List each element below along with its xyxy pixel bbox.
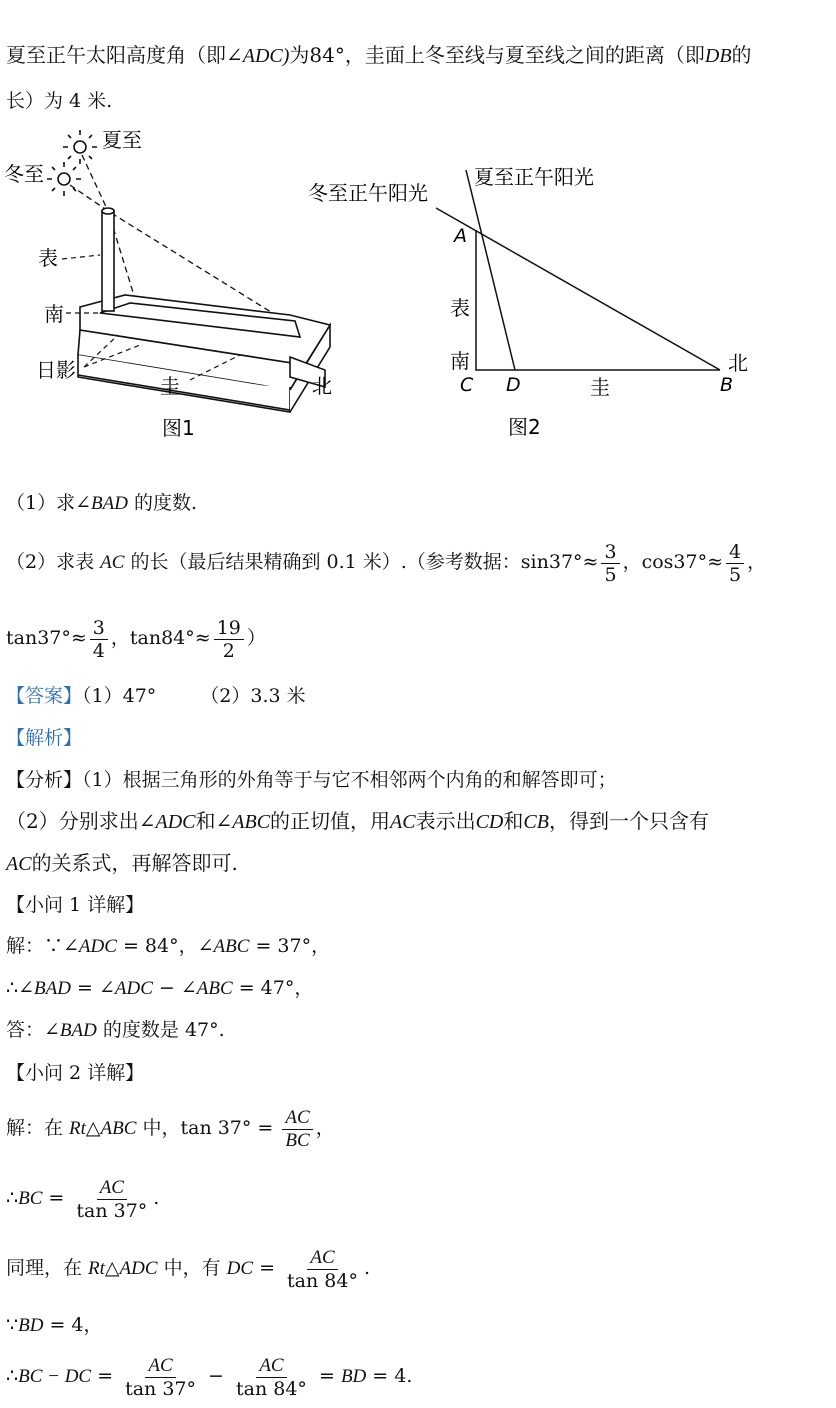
angle-value: 84° (309, 43, 345, 67)
gnomon-label: 表 (38, 246, 58, 270)
fraction (214, 617, 244, 662)
point-a: A (454, 225, 467, 247)
q-text: ） (246, 627, 266, 649)
analysis-tag: 【解析】 (6, 727, 83, 749)
gnomon-label-2: 表 (450, 296, 470, 320)
fenxi-text: 表示出 (415, 809, 476, 833)
south-label: 南 (44, 302, 64, 326)
text: = 84°，∠ (116, 935, 214, 957)
numerator: 4 (726, 541, 744, 564)
text: − ∠ (152, 977, 197, 999)
denominator: 4 (92, 639, 105, 662)
north-label: 北 (312, 374, 332, 398)
text: 解：在 (6, 1117, 70, 1139)
text: ∵ (6, 1314, 19, 1336)
math: BC − DC (18, 1366, 92, 1387)
sub2-line1 (6, 1100, 335, 1157)
text: 中，tan 37° = (136, 1117, 280, 1139)
q-text: tan37°≈ (6, 627, 87, 649)
math: AC (390, 811, 416, 833)
fenxi-text: 的正切值，用 (270, 809, 391, 833)
point-d: D (506, 374, 521, 396)
point-b: B (720, 374, 734, 396)
text: = 47°， (232, 977, 314, 999)
gui-label: 圭 (160, 374, 180, 398)
q-text: 的度数. (127, 492, 198, 514)
gui-base (78, 295, 330, 412)
text: = ∠ (70, 977, 115, 999)
text: = 4. (366, 1365, 413, 1387)
gui-label-2: 圭 (590, 375, 610, 399)
math: AC (6, 853, 32, 875)
denominator: 5 (729, 563, 742, 586)
fenxi-text: 的关系式，再解答即可. (31, 851, 238, 875)
question-1 (6, 490, 197, 517)
sub2-line3 (6, 1240, 370, 1297)
fraction (726, 541, 744, 586)
denominator: 2 (222, 639, 235, 662)
sub2-line4 (6, 1312, 103, 1339)
answer-tag: 【答案】 (6, 685, 83, 707)
numerator: AC (97, 1177, 127, 1200)
numerator: 19 (214, 617, 244, 640)
denominator: tan 37° (76, 1199, 148, 1222)
text: ∴ (6, 1187, 19, 1209)
math: ∠ABC (215, 811, 271, 833)
figure-2-caption: 图2 (508, 415, 541, 439)
fenxi-text: （1）根据三角形的外角等于与它不相邻两个内角的和解答即可； (82, 769, 617, 791)
sub2-line2 (6, 1170, 159, 1227)
denominator: tan 84° (236, 1377, 307, 1400)
sub2-title: 【小问 2 详解】 (6, 1062, 145, 1084)
answer-2: （2）3.3 米 (200, 685, 306, 707)
text: . (363, 1257, 371, 1279)
text: 答：∠ (6, 1019, 60, 1041)
numerator: AC (282, 1107, 312, 1130)
q-text: ，cos37°≈ (622, 551, 723, 573)
shadow-label: 日影 (36, 358, 76, 382)
point-c: C (460, 374, 474, 396)
south-label-2: 南 (450, 349, 470, 373)
text: = (42, 1187, 71, 1209)
denominator: tan 84° (287, 1269, 358, 1292)
fenxi-line2 (6, 808, 709, 835)
text: = (312, 1365, 341, 1387)
summer-sun-icon (63, 130, 97, 164)
q-text: （1）求∠ (6, 492, 92, 514)
math: ABC (213, 936, 250, 957)
text: = 37°， (249, 935, 331, 957)
winter-sun-icon (47, 162, 81, 196)
summer-label: 夏至 (102, 128, 142, 152)
math: BAD (34, 978, 71, 999)
fraction (73, 1177, 150, 1222)
fenxi-tag: 【分析】 (6, 769, 83, 791)
math: ∠ADC (138, 811, 196, 833)
denominator: 5 (604, 563, 617, 586)
sub1-line2 (6, 975, 313, 1002)
text: ， (315, 1117, 335, 1139)
math: ABC (196, 978, 233, 999)
math: DC (226, 1258, 254, 1279)
denominator: tan 37° (125, 1377, 197, 1400)
q-text: ， (747, 551, 767, 573)
math: BD (340, 1366, 367, 1387)
sub1-line3 (6, 1017, 225, 1044)
math: BAD (59, 1020, 97, 1041)
math: ADC (114, 978, 153, 999)
denominator: BC (285, 1129, 310, 1151)
math: BC (18, 1188, 43, 1209)
numerator: AC (145, 1355, 175, 1378)
angle-adc: ∠ADC) (226, 45, 290, 67)
intro-text: ，圭面上冬至线与夏至线之间的距离（即 (344, 43, 705, 67)
math: CD (475, 811, 504, 833)
fraction (601, 541, 619, 586)
text: 的度数是 47°. (96, 1019, 225, 1041)
intro-text: 为 (289, 43, 310, 67)
math: CB (523, 811, 549, 833)
text: 解：∵∠ (6, 935, 79, 957)
fenxi-line3 (6, 850, 238, 877)
text: = (253, 1257, 282, 1279)
figure-1-caption: 图1 (162, 416, 195, 440)
north-label-2: 北 (728, 351, 748, 375)
math: BD (18, 1315, 44, 1336)
winter-label: 冬至 (4, 162, 44, 186)
triangle-lines (436, 170, 720, 370)
text: − (202, 1365, 231, 1387)
numerator: 3 (90, 617, 108, 640)
text: ∴ (6, 1365, 19, 1387)
sub1-line1 (6, 933, 330, 960)
fraction (122, 1355, 199, 1400)
q-text: （2）求表 (6, 551, 101, 573)
winter-light-label: 冬至正午阳光 (308, 181, 428, 205)
q-text: ，tan84°≈ (110, 627, 211, 649)
math: ADC (78, 936, 117, 957)
problem-intro-line2: 长）为 4 米. (6, 90, 113, 112)
text: . (153, 1187, 160, 1209)
problem-intro-line1 (6, 42, 752, 69)
fraction (233, 1355, 310, 1400)
segment-db: DB (704, 45, 732, 67)
fraction (284, 1247, 361, 1292)
q-text: 的长（最后结果精确到 0.1 米）.（参考数据：sin37°≈ (124, 551, 599, 573)
math: Rt△ADC (88, 1258, 158, 1279)
answer-line (6, 683, 306, 709)
text: 中，有 (157, 1257, 227, 1279)
gnomon (102, 208, 114, 311)
intro-text: 夏至正午太阳高度角（即 (6, 43, 226, 67)
question-2-line1 (6, 534, 766, 591)
numerator: AC (307, 1247, 337, 1270)
fraction (282, 1107, 312, 1152)
q-var: AC (100, 552, 125, 573)
fenxi-text: ，得到一个只含有 (548, 809, 709, 833)
figure-2 (300, 150, 780, 450)
fenxi-text: （2）分别求出 (6, 809, 139, 833)
fenxi-text: 和 (503, 809, 524, 833)
text: = (91, 1365, 120, 1387)
fenxi-text: 和 (195, 809, 216, 833)
question-2-line2 (6, 610, 266, 666)
fenxi-line1 (6, 767, 617, 793)
q-var: BAD (91, 493, 128, 514)
fraction (90, 617, 108, 662)
sub2-line5 (6, 1348, 412, 1405)
numerator: AC (256, 1355, 286, 1378)
math: Rt△ABC (69, 1118, 137, 1139)
numerator: 3 (601, 541, 619, 564)
text: = 4， (43, 1314, 103, 1336)
intro-text: 的 (731, 43, 752, 67)
text: ∴∠ (6, 977, 35, 999)
summer-light-label: 夏至正午阳光 (474, 165, 594, 189)
text: 同理，在 (6, 1257, 89, 1279)
sub1-title: 【小问 1 详解】 (6, 894, 145, 916)
answer-1: （1）47° (82, 685, 157, 707)
